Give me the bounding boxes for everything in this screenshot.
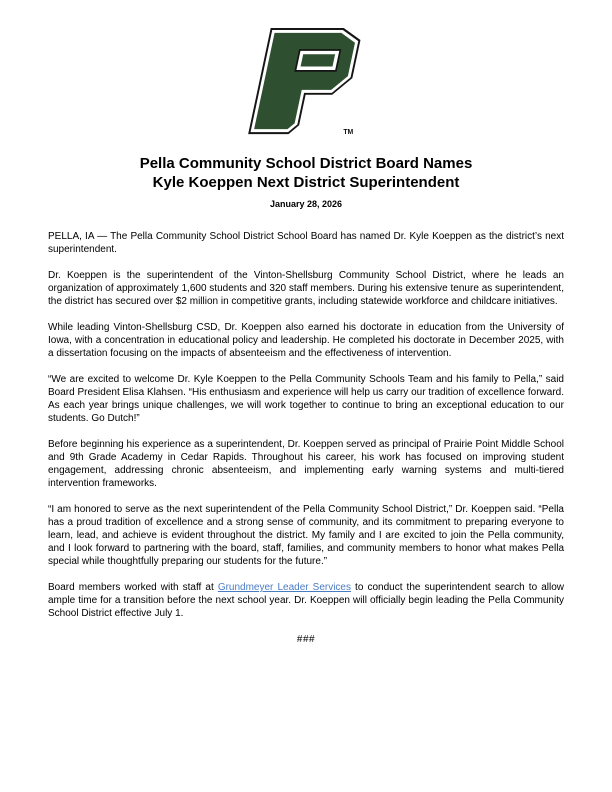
paragraph-career: Before beginning his experience as a superintendent, Dr. Koeppen served as principal of Prairie Point Middle School and 9th Grade Academy in Cedar Rapids. Throughout his career, his work has focused on improving student engagement, addressing chronic absenteeism, and implementing early warning systems and multi-tiered intervention frameworks. (48, 439, 564, 489)
logo-counter-white-ring (298, 53, 337, 69)
title-line-1: Pella Community School District Board Names (139, 155, 473, 172)
text-after-link: to conduct the superintendent search to allow ample time for a transition before the next school year. Dr. Koeppen will officially begin leading the Pella Community School District effective July 1. (48, 582, 564, 619)
press-release-body (48, 230, 564, 646)
paragraph-doctorate: While leading Vinton-Shellsburg CSD, Dr. Koeppen also earned his doctorate in education from the University of Iowa, with a concentration in educational policy and leadership. He completed his doctorate in December 2025, with a dissertation focusing on the impacts of absenteeism and the effectiveness of intervention. (48, 322, 564, 359)
title-line-2: Kyle Koeppen Next District Superintendent (152, 174, 460, 191)
paragraph-koeppen-quote: “I am honored to serve as the next superintendent of the Pella Community School District,” Dr. Koeppen said. “Pella has a proud tradition of excellence and a strong sense of community, and its commitment to preparing everyone to learn, lead, and achieve is evident throughout the district. My family and I are excited to join the Pella community, and I look forward to partnering with the board, staff, families, and community members to honor what makes Pella special while thoughtfully preparing our students for the future.” (48, 504, 564, 567)
text-before-link: Board members worked with staff at (48, 582, 218, 593)
paragraph-background: Dr. Koeppen is the superintendent of the Vinton-Shellsburg Community School District, where he leads an organization of approximately 1,600 students and 320 staff members. During his extensive tenure as superintendent, the district has secured over $2 million in competitive grants, including statewide workforce and childcare initiatives. (48, 270, 564, 307)
page-title (48, 154, 564, 192)
block-p-logo-icon (247, 28, 365, 138)
district-logo (48, 28, 564, 138)
closing-mark: ### (296, 634, 316, 645)
paragraph-lede: PELLA, IA — The Pella Community School District School Board has named Dr. Kyle Koeppen as the district’s next superintendent. (48, 231, 564, 255)
paragraph-search-process (48, 581, 564, 620)
grundmeyer-leader-services-link[interactable]: Grundmeyer Leader Services (217, 582, 351, 593)
release-date: January 28, 2026 (269, 199, 343, 209)
trademark-symbol: TM (343, 129, 354, 137)
paragraph-board-quote: “We are excited to welcome Dr. Kyle Koeppen to the Pella Community Schools Team and his family to Pella,” said Board President Elisa Klahsen. “His enthusiasm and experience will help us carry our tradition of excellence forward. As each year brings unique challenges, we will work together to continue to bring an exceptional education to our students. Go Dutch!” (48, 374, 564, 424)
